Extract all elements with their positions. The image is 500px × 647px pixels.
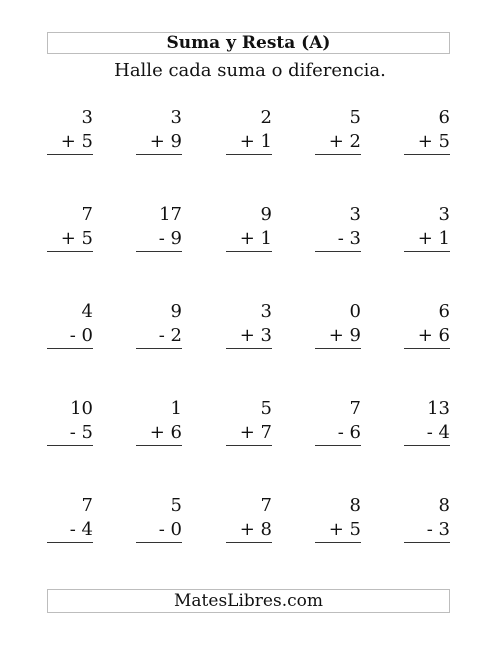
answer-line (315, 348, 361, 349)
problem-operator-number: - 3 (426, 519, 450, 540)
problem-top-number: 9 (260, 204, 272, 225)
problem-operator-number: - 3 (337, 228, 361, 249)
answer-line (404, 251, 450, 252)
arithmetic-problem (136, 203, 182, 252)
arithmetic-problem (226, 203, 272, 252)
answer-line (47, 154, 93, 155)
arithmetic-problem (226, 106, 272, 155)
arithmetic-problem (47, 203, 93, 252)
answer-line (315, 251, 361, 252)
answer-line (226, 251, 272, 252)
problem-top-number: 3 (170, 107, 182, 128)
answer-line (226, 542, 272, 543)
problem-operator-number: + 5 (60, 131, 93, 152)
arithmetic-problem (404, 494, 450, 543)
arithmetic-problem (47, 397, 93, 446)
problem-operator-number: + 6 (417, 325, 450, 346)
problem-top-number: 6 (438, 107, 450, 128)
answer-line (136, 445, 182, 446)
arithmetic-problem (315, 494, 361, 543)
answer-line (47, 542, 93, 543)
problem-operator-number: + 2 (328, 131, 361, 152)
answer-line (136, 154, 182, 155)
answer-line (226, 445, 272, 446)
arithmetic-problem (315, 397, 361, 446)
problem-top-number: 10 (70, 398, 93, 419)
problem-operator-number: - 0 (69, 325, 93, 346)
problem-operator-number: + 5 (328, 519, 361, 540)
problem-operator-number: + 7 (239, 422, 272, 443)
arithmetic-problem (226, 300, 272, 349)
problem-top-number: 5 (349, 107, 361, 128)
problem-top-number: 3 (349, 204, 361, 225)
arithmetic-problem (404, 397, 450, 446)
answer-line (47, 445, 93, 446)
problem-operator-number: - 2 (158, 325, 182, 346)
arithmetic-problem (315, 300, 361, 349)
problem-operator-number: + 6 (149, 422, 182, 443)
answer-line (315, 445, 361, 446)
problem-row (47, 300, 450, 397)
arithmetic-problem (404, 203, 450, 252)
problem-top-number: 7 (81, 495, 93, 516)
problem-top-number: 0 (349, 301, 361, 322)
problem-operator-number: + 3 (239, 325, 272, 346)
problem-top-number: 3 (438, 204, 450, 225)
problem-operator-number: - 5 (69, 422, 93, 443)
arithmetic-problem (404, 300, 450, 349)
answer-line (47, 251, 93, 252)
problem-top-number: 17 (159, 204, 182, 225)
answer-line (136, 251, 182, 252)
problem-operator-number: + 1 (239, 228, 272, 249)
problem-row (47, 106, 450, 203)
answer-line (136, 348, 182, 349)
answer-line (226, 348, 272, 349)
problem-operator-number: + 8 (239, 519, 272, 540)
arithmetic-problem (47, 300, 93, 349)
problem-top-number: 8 (438, 495, 450, 516)
problem-operator-number: + 1 (239, 131, 272, 152)
answer-line (404, 348, 450, 349)
arithmetic-problem (136, 300, 182, 349)
problem-row (47, 397, 450, 494)
answer-line (136, 542, 182, 543)
answer-line (226, 154, 272, 155)
answer-line (315, 542, 361, 543)
problem-operator-number: - 6 (337, 422, 361, 443)
arithmetic-problem (136, 494, 182, 543)
problem-top-number: 1 (170, 398, 182, 419)
answer-line (404, 542, 450, 543)
answer-line (404, 154, 450, 155)
answer-line (47, 348, 93, 349)
problem-operator-number: + 9 (328, 325, 361, 346)
arithmetic-problem (315, 203, 361, 252)
arithmetic-problem (47, 106, 93, 155)
problem-top-number: 5 (260, 398, 272, 419)
problem-top-number: 9 (170, 301, 182, 322)
arithmetic-problem (315, 106, 361, 155)
problem-top-number: 5 (170, 495, 182, 516)
problem-top-number: 7 (349, 398, 361, 419)
problem-operator-number: - 4 (426, 422, 450, 443)
problem-operator-number: - 9 (158, 228, 182, 249)
problem-operator-number: + 1 (417, 228, 450, 249)
problem-top-number: 4 (81, 301, 93, 322)
problem-operator-number: - 0 (158, 519, 182, 540)
problem-top-number: 2 (260, 107, 272, 128)
arithmetic-problem (404, 106, 450, 155)
arithmetic-problem (226, 494, 272, 543)
problem-operator-number: + 5 (417, 131, 450, 152)
arithmetic-problem (47, 494, 93, 543)
problem-top-number: 8 (349, 495, 361, 516)
worksheet-title: Suma y Resta (A) (47, 32, 450, 54)
arithmetic-problem (226, 397, 272, 446)
problem-top-number: 3 (81, 107, 93, 128)
problem-operator-number: - 4 (69, 519, 93, 540)
footer-brand: MatesLibres.com (47, 589, 450, 613)
problem-operator-number: + 9 (149, 131, 182, 152)
problem-top-number: 3 (260, 301, 272, 322)
answer-line (404, 445, 450, 446)
problem-row (47, 494, 450, 591)
arithmetic-problem (136, 397, 182, 446)
worksheet-instructions: Halle cada suma o diferencia. (114, 60, 386, 81)
problem-operator-number: + 5 (60, 228, 93, 249)
problem-top-number: 13 (427, 398, 450, 419)
problem-grid (47, 106, 450, 591)
answer-line (315, 154, 361, 155)
problem-top-number: 6 (438, 301, 450, 322)
problem-top-number: 7 (260, 495, 272, 516)
problem-top-number: 7 (81, 204, 93, 225)
problem-row (47, 203, 450, 300)
arithmetic-problem (136, 106, 182, 155)
